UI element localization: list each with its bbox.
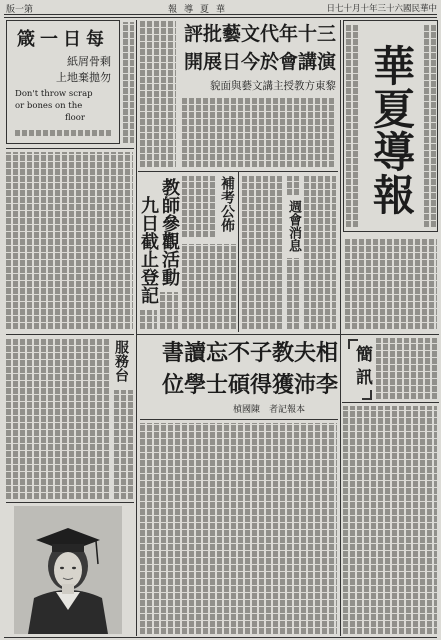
motto-line-1: 剩骨屑紙 [67,55,111,68]
assembly-headline: 週會消息 [286,200,301,252]
feature-byline: 本報記者 陳國楨 [232,405,305,415]
briefs-headline: 簡訊 [352,345,372,391]
masthead-issue-text [346,24,358,228]
article-body-text [242,176,284,330]
teacher-visit-headline-1: 教師參觀活動 [159,178,180,286]
section-rule-right-lower [342,402,439,403]
motto-english-line-3: floor [65,113,85,123]
briefs-bracket-mark [362,390,372,400]
lecture-headline-2: 演講會於今日展開 [183,51,336,73]
section-rule-left-middle [6,334,134,335]
motto-title: 每日一箴 [17,29,109,50]
header-date: 中華民國六十三年十月十七日 [326,4,437,14]
byline-rule [140,419,338,420]
motto-box [6,20,120,144]
masthead-staff-list [345,238,437,330]
lecture-headline-1: 三十年代文藝批評 [183,23,336,45]
motto-english-line-1: Don't throw scrap [15,89,93,99]
column-rule-right [340,20,341,636]
service-desk-headline: 服務台 [113,340,129,382]
article-body-text [376,338,437,400]
article-body-text [123,22,134,144]
article-body-text [182,98,336,168]
article-body-text [6,152,133,330]
motto-line-2: 勿拋棄地上 [56,71,111,84]
graduate-portrait-image [14,506,122,634]
photo-rule [6,502,134,503]
graduate-portrait-photo [14,506,122,634]
header-paper-name: 華夏導報 [167,5,232,15]
header-rule-top [4,14,437,15]
article-body-text [182,244,236,330]
column-rule-left [136,20,137,636]
article-body-text [140,310,157,330]
motto-english-line-2: or bones on the [15,101,83,111]
teacher-visit-headline-2: 九日截止登記 [138,196,159,304]
section-rule-middle [136,334,439,335]
article-rule-center [238,172,239,332]
article-body-text [343,406,437,635]
masthead-address-text [424,24,436,228]
feature-headline-1: 相夫教子不忘讀書 [161,340,338,366]
article-body-text [140,423,337,635]
motto-credit-text [15,130,113,137]
article-body-text [140,20,176,168]
page-bottom-rule [4,637,437,638]
article-body-text [287,258,301,330]
makeup-exam-headline: 補考公佈 [219,176,235,232]
article-body-text [160,292,178,330]
lecture-subhead: 黎東方教授主講文藝與面貌 [210,80,336,92]
feature-headline-2: 李沛獲得碩士學位 [161,372,338,398]
page-number-label: 第一版 [6,5,34,15]
article-body-text [287,176,301,196]
article-body-text [304,176,336,330]
section-rule-left-upper [6,148,134,149]
header-rule-bottom [4,17,437,18]
article-body-text [114,390,133,500]
article-body-text [182,176,216,238]
article-body-text [6,338,110,500]
masthead-title: 華夏導報 [367,44,416,216]
